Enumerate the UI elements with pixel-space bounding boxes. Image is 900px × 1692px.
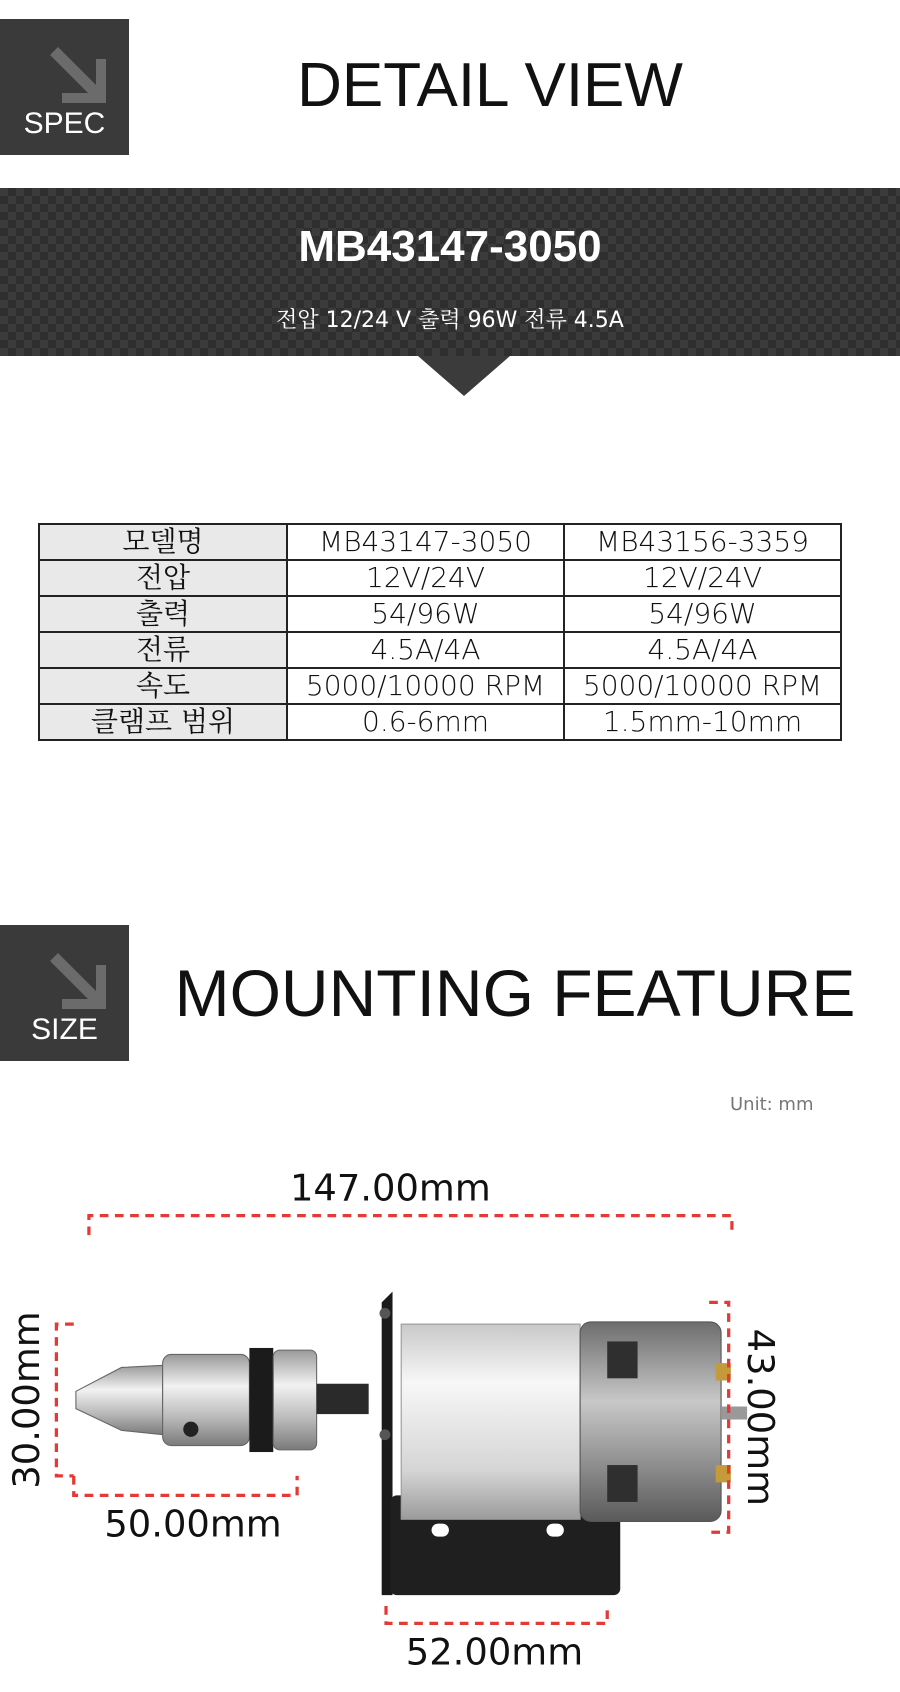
table-cell: 0.6-6mm <box>287 704 564 740</box>
banner-model-title: MB43147-3050 <box>298 222 602 271</box>
size-badge-label: SIZE <box>31 1013 98 1046</box>
spec-table <box>38 523 842 741</box>
unit-note: Unit: mm <box>730 1094 814 1115</box>
table-cell: 54/96W <box>564 596 841 632</box>
detail-view-title: DETAIL VIEW <box>297 51 683 120</box>
table-cell-label: 전류 <box>39 632 287 668</box>
table-cell-label: 클램프 범위 <box>39 704 287 740</box>
table-cell: 54/96W <box>287 596 564 632</box>
table-row <box>39 704 841 740</box>
table-cell-label: 속도 <box>39 668 287 704</box>
table-row <box>39 524 841 560</box>
table-row <box>39 632 841 668</box>
dc-motor <box>401 1322 747 1522</box>
dim-motor-height: 43.00mm <box>739 1328 783 1507</box>
dim-bracket-width: 52.00mm <box>405 1630 584 1674</box>
table-cell-label: 모델명 <box>39 524 287 560</box>
table-cell: MB43156-3359 <box>564 524 841 560</box>
table-cell: 4.5A/4A <box>564 632 841 668</box>
dim-line-chuck-height <box>56 1324 73 1476</box>
dim-line-total-length <box>89 1216 732 1236</box>
banner-notch <box>418 356 510 396</box>
table-row <box>39 668 841 704</box>
dim-total-length: 147.00mm <box>289 1166 491 1210</box>
banner-subtitle: 전압 12/24 V 출력 96W 전류 4.5A <box>276 308 624 333</box>
table-cell: 12V/24V <box>564 560 841 596</box>
dim-line-chuck-length <box>74 1476 297 1496</box>
table-cell-label: 전압 <box>39 560 287 596</box>
dim-chuck-length: 50.00mm <box>104 1502 282 1546</box>
mounting-feature-title: MOUNTING FEATURE <box>174 956 856 1030</box>
table-cell: 5000/10000 RPM <box>564 668 841 704</box>
table-cell-label: 출력 <box>39 596 287 632</box>
table-cell: 4.5A/4A <box>287 632 564 668</box>
spec-badge-label: SPEC <box>23 107 106 140</box>
table-row <box>39 560 841 596</box>
table-row <box>39 596 841 632</box>
drill-chuck <box>76 1348 369 1452</box>
table-cell: 5000/10000 RPM <box>287 668 564 704</box>
dim-line-bracket-width <box>386 1606 607 1623</box>
table-cell: 1.5mm-10mm <box>564 704 841 740</box>
product-dimension-figure <box>0 1150 900 1674</box>
dim-chuck-height: 30.00mm <box>5 1311 49 1489</box>
table-cell: 12V/24V <box>287 560 564 596</box>
table-cell: MB43147-3050 <box>287 524 564 560</box>
